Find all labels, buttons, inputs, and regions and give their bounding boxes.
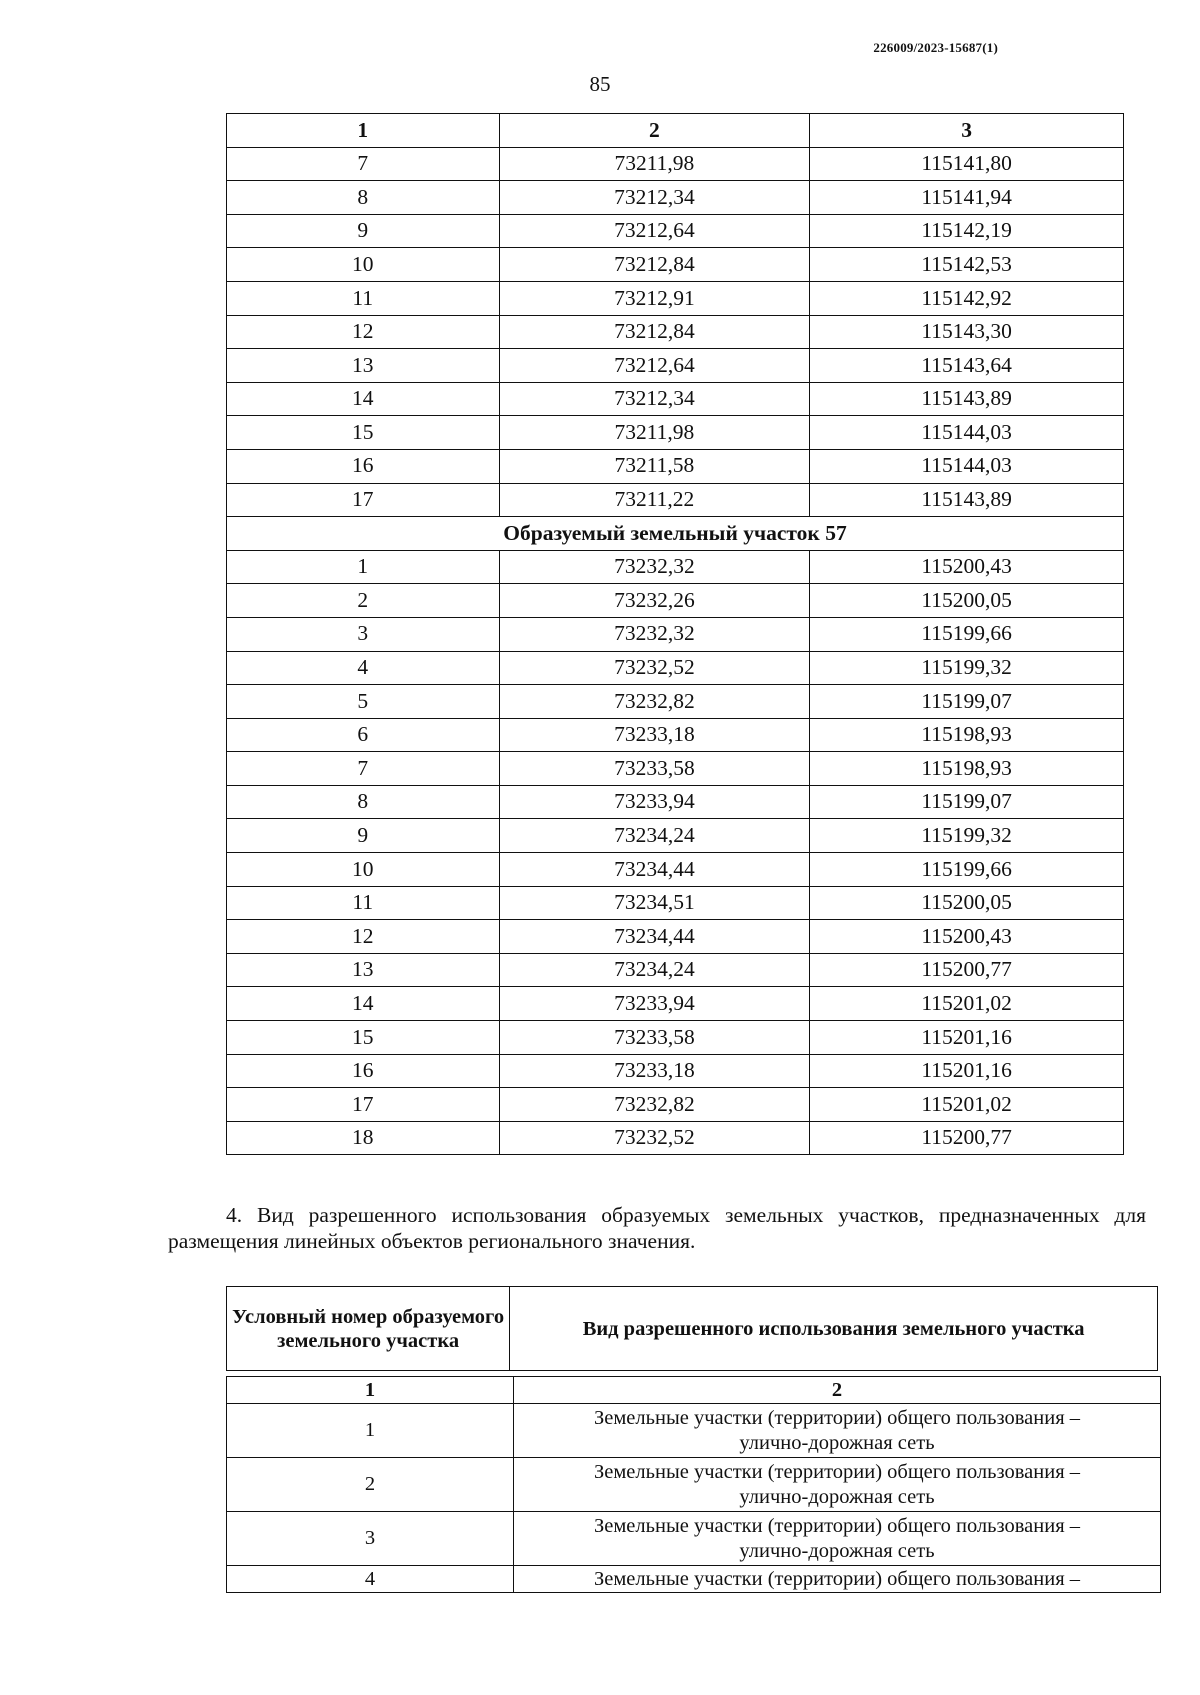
y-coordinate: 115198,93 [810, 718, 1124, 752]
table-row [227, 953, 1124, 987]
y-coordinate: 115143,64 [810, 349, 1124, 383]
table-row [227, 214, 1124, 248]
page-number: 85 [589, 72, 611, 96]
table-row [227, 1512, 1161, 1566]
table-row [227, 181, 1124, 215]
point-number: 11 [227, 281, 500, 315]
permitted-use-line-2: улично-дорожная сеть [739, 1431, 935, 1454]
y-coordinate: 115143,89 [810, 483, 1124, 517]
point-number: 10 [227, 248, 500, 282]
parcel-number: 4 [227, 1566, 514, 1593]
parcel-number: 1 [227, 1404, 514, 1458]
point-number: 14 [227, 987, 500, 1021]
y-coordinate: 115142,53 [810, 248, 1124, 282]
column-number-1: 1 [227, 114, 500, 148]
point-number: 7 [227, 147, 500, 181]
table-row [227, 584, 1124, 618]
point-number: 13 [227, 349, 500, 383]
x-coordinate: 73212,84 [499, 315, 810, 349]
x-coordinate: 73212,64 [499, 349, 810, 383]
point-number: 5 [227, 685, 500, 719]
point-number: 16 [227, 1054, 500, 1088]
permitted-use-header: Вид разрешенного использования земельного участка [510, 1287, 1158, 1371]
permitted-use-line-1: Земельные участки (территории) общего пользования – [593, 1567, 1080, 1590]
y-coordinate: 115200,77 [810, 1121, 1124, 1155]
point-number: 12 [227, 920, 500, 954]
usage-table [226, 1376, 1161, 1593]
y-coordinate: 115201,02 [810, 1088, 1124, 1122]
y-coordinate: 115200,43 [810, 920, 1124, 954]
table-row [227, 147, 1124, 181]
usage-column-number-2: 2 [513, 1377, 1160, 1404]
permitted-use-line-2: улично-дорожная сеть [739, 1485, 935, 1508]
y-coordinate: 115199,07 [810, 785, 1124, 819]
point-number: 9 [227, 214, 500, 248]
x-coordinate: 73232,52 [499, 1121, 810, 1155]
point-number: 15 [227, 416, 500, 450]
x-coordinate: 73211,98 [499, 416, 810, 450]
parcel-number: 3 [227, 1512, 514, 1566]
table-row [227, 718, 1124, 752]
table-row [227, 1121, 1124, 1155]
x-coordinate: 73233,18 [499, 718, 810, 752]
table-row [227, 1088, 1124, 1122]
point-number: 2 [227, 584, 500, 618]
y-coordinate: 115144,03 [810, 416, 1124, 450]
x-coordinate: 73211,58 [499, 449, 810, 483]
y-coordinate: 115141,94 [810, 181, 1124, 215]
point-number: 1 [227, 550, 500, 584]
x-coordinate: 73233,58 [499, 1021, 810, 1055]
usage-column-numbers-row [227, 1377, 1161, 1404]
table-row [227, 248, 1124, 282]
table-row [227, 449, 1124, 483]
x-coordinate: 73234,24 [499, 819, 810, 853]
y-coordinate: 115201,16 [810, 1054, 1124, 1088]
point-number: 6 [227, 718, 500, 752]
usage-header-row [227, 1287, 1158, 1371]
point-number: 4 [227, 651, 500, 685]
point-number: 10 [227, 853, 500, 887]
x-coordinate: 73211,22 [499, 483, 810, 517]
point-number: 8 [227, 785, 500, 819]
y-coordinate: 115143,89 [810, 382, 1124, 416]
y-coordinate: 115201,02 [810, 987, 1124, 1021]
y-coordinate: 115141,80 [810, 147, 1124, 181]
table-row [227, 886, 1124, 920]
permitted-use [513, 1404, 1160, 1458]
x-coordinate: 73232,52 [499, 651, 810, 685]
y-coordinate: 115199,07 [810, 685, 1124, 719]
y-coordinate: 115201,16 [810, 1021, 1124, 1055]
table-row [227, 617, 1124, 651]
point-number: 7 [227, 752, 500, 786]
point-number: 18 [227, 1121, 500, 1155]
point-number: 15 [227, 1021, 500, 1055]
table-row [227, 785, 1124, 819]
x-coordinate: 73233,58 [499, 752, 810, 786]
table-row [227, 281, 1124, 315]
table-row [227, 752, 1124, 786]
usage-column-number-1: 1 [227, 1377, 514, 1404]
section-row [227, 517, 1124, 551]
x-coordinate: 73211,98 [499, 147, 810, 181]
usage-table-header [226, 1286, 1158, 1371]
permitted-use-line-1: Земельные участки (территории) общего пользования – [593, 1460, 1080, 1483]
y-coordinate: 115144,03 [810, 449, 1124, 483]
y-coordinate: 115199,32 [810, 651, 1124, 685]
y-coordinate: 115199,66 [810, 617, 1124, 651]
coordinates-header-row [227, 114, 1124, 148]
x-coordinate: 73232,82 [499, 1088, 810, 1122]
point-number: 16 [227, 449, 500, 483]
x-coordinate: 73234,24 [499, 953, 810, 987]
point-number: 13 [227, 953, 500, 987]
permitted-use-line-1: Земельные участки (территории) общего пользования – [593, 1514, 1080, 1537]
table-row [227, 651, 1124, 685]
parcel-number: 2 [227, 1458, 514, 1512]
x-coordinate: 73212,34 [499, 181, 810, 215]
permitted-use-line-2: улично-дорожная сеть [739, 1539, 935, 1562]
table-row [227, 1566, 1161, 1593]
y-coordinate: 115200,77 [810, 953, 1124, 987]
table-row [227, 819, 1124, 853]
table-row [227, 920, 1124, 954]
x-coordinate: 73233,18 [499, 1054, 810, 1088]
y-coordinate: 115200,05 [810, 886, 1124, 920]
point-number: 12 [227, 315, 500, 349]
table-row [227, 416, 1124, 450]
permitted-use [513, 1566, 1160, 1593]
column-number-3: 3 [810, 114, 1124, 148]
y-coordinate: 115200,43 [810, 550, 1124, 584]
x-coordinate: 73232,26 [499, 584, 810, 618]
permitted-use [513, 1458, 1160, 1512]
point-number: 8 [227, 181, 500, 215]
x-coordinate: 73212,84 [499, 248, 810, 282]
table-row [227, 1054, 1124, 1088]
x-coordinate: 73232,82 [499, 685, 810, 719]
table-row [227, 685, 1124, 719]
y-coordinate: 115199,66 [810, 853, 1124, 887]
table-row [227, 1021, 1124, 1055]
table-row [227, 315, 1124, 349]
point-number: 9 [227, 819, 500, 853]
table-row [227, 1458, 1161, 1512]
point-number: 17 [227, 483, 500, 517]
x-coordinate: 73212,34 [499, 382, 810, 416]
y-coordinate: 115198,93 [810, 752, 1124, 786]
section-paragraph: 4. Вид разрешенного использования образуемых земельных участков, предназначенных для размещения линейных объектов регионального значения. [168, 1203, 1146, 1253]
table-row [227, 382, 1124, 416]
point-number: 11 [227, 886, 500, 920]
table-row [227, 1404, 1161, 1458]
y-coordinate: 115143,30 [810, 315, 1124, 349]
permitted-use [513, 1512, 1160, 1566]
point-number: 14 [227, 382, 500, 416]
section-title: Образуемый земельный участок 57 [227, 517, 1124, 551]
y-coordinate: 115199,32 [810, 819, 1124, 853]
table-row [227, 853, 1124, 887]
y-coordinate: 115142,19 [810, 214, 1124, 248]
x-coordinate: 73233,94 [499, 987, 810, 1021]
x-coordinate: 73233,94 [499, 785, 810, 819]
x-coordinate: 73234,51 [499, 886, 810, 920]
table-row [227, 550, 1124, 584]
x-coordinate: 73234,44 [499, 920, 810, 954]
table-row [227, 483, 1124, 517]
coordinates-table [226, 113, 1124, 1155]
x-coordinate: 73212,91 [499, 281, 810, 315]
permitted-use-line-1: Земельные участки (территории) общего пользования – [593, 1406, 1080, 1429]
column-number-2: 2 [499, 114, 810, 148]
point-number: 3 [227, 617, 500, 651]
table-row [227, 349, 1124, 383]
x-coordinate: 73234,44 [499, 853, 810, 887]
y-coordinate: 115200,05 [810, 584, 1124, 618]
document-number: 226009/2023-15687(1) [873, 40, 998, 55]
conditional-number-header: Условный номер образуемого земельного участка [227, 1287, 510, 1371]
y-coordinate: 115142,92 [810, 281, 1124, 315]
x-coordinate: 73232,32 [499, 617, 810, 651]
x-coordinate: 73232,32 [499, 550, 810, 584]
point-number: 17 [227, 1088, 500, 1122]
x-coordinate: 73212,64 [499, 214, 810, 248]
table-row [227, 987, 1124, 1021]
